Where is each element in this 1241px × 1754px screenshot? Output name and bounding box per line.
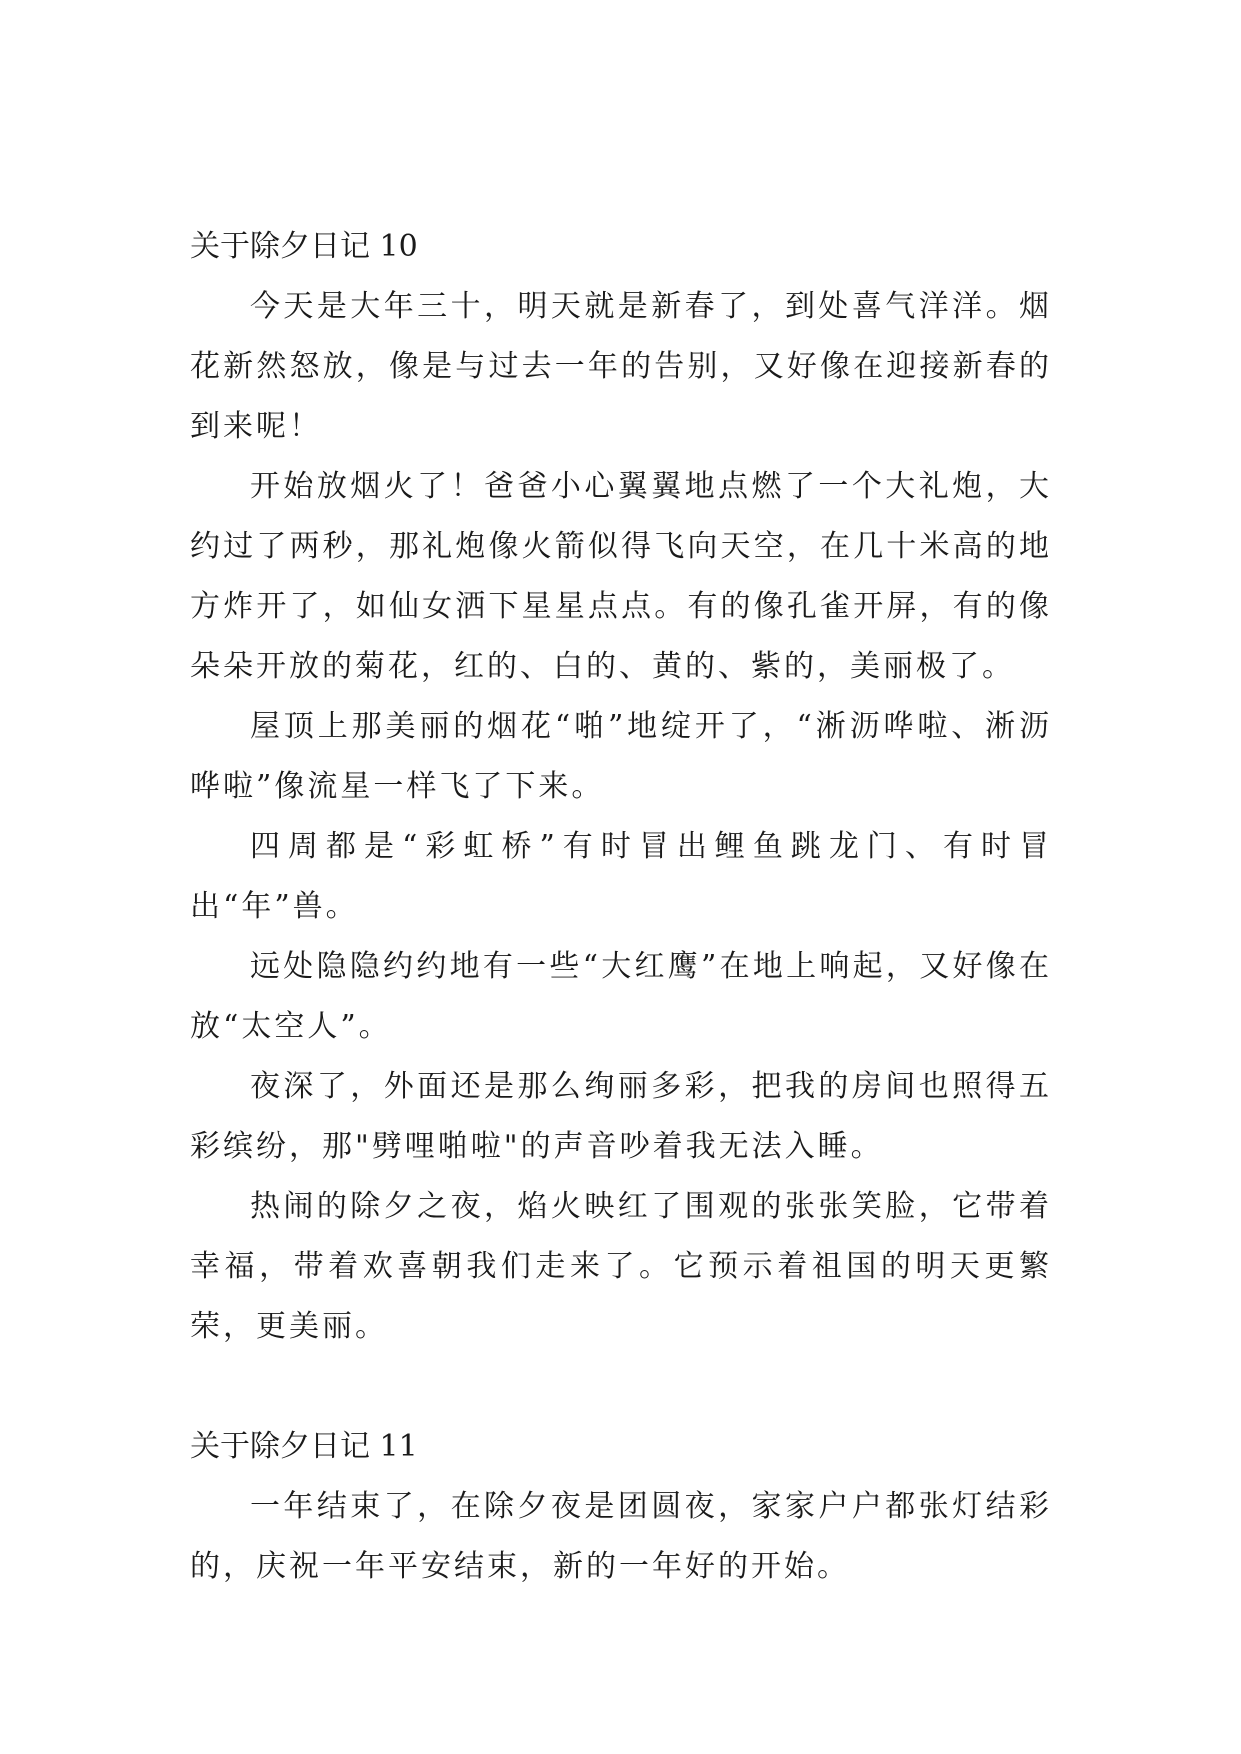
section-title-11: 关于除夕日记 11 bbox=[190, 1429, 418, 1464]
section-title-10: 关于除夕日记 10 bbox=[190, 229, 418, 264]
paragraph: 开始放烟火了！爸爸小心翼翼地点燃了一个大礼炮，大约过了两秒，那礼炮像火箭似得飞向天空，在几十米高的地方炸开了，如仙女洒下星星点点。有的像孔雀开屏，有的像朵朵开放的菊花，红的、白的、黄的、紫的，美丽极了。 bbox=[190, 469, 1052, 684]
paragraph: 四周都是“彩虹桥”有时冒出鲤鱼跳龙门、有时冒出“年”兽。 bbox=[190, 829, 1052, 924]
paragraph: 远处隐隐约约地有一些“大红鹰”在地上响起，又好像在放“太空人”。 bbox=[190, 949, 1052, 1044]
document-body bbox=[190, 217, 1052, 1597]
paragraph: 一年结束了，在除夕夜是团圆夜，家家户户都张灯结彩的，庆祝一年平安结束，新的一年好的开始。 bbox=[190, 1489, 1052, 1584]
paragraph: 今天是大年三十，明天就是新春了，到处喜气洋洋。烟花新然怒放，像是与过去一年的告别，又好像在迎接新春的到来呢！ bbox=[190, 289, 1052, 444]
paragraph: 屋顶上那美丽的烟花“啪”地绽开了，“淅沥哗啦、淅沥哗啦”像流星一样飞了下来。 bbox=[190, 709, 1052, 804]
paragraph: 夜深了，外面还是那么绚丽多彩，把我的房间也照得五彩缤纷，那"劈哩啪啦"的声音吵着我无法入睡。 bbox=[190, 1069, 1052, 1164]
section-spacer bbox=[190, 1357, 1052, 1417]
paragraph: 热闹的除夕之夜，焰火映红了围观的张张笑脸，它带着幸福，带着欢喜朝我们走来了。它预示着祖国的明天更繁荣，更美丽。 bbox=[190, 1189, 1052, 1344]
